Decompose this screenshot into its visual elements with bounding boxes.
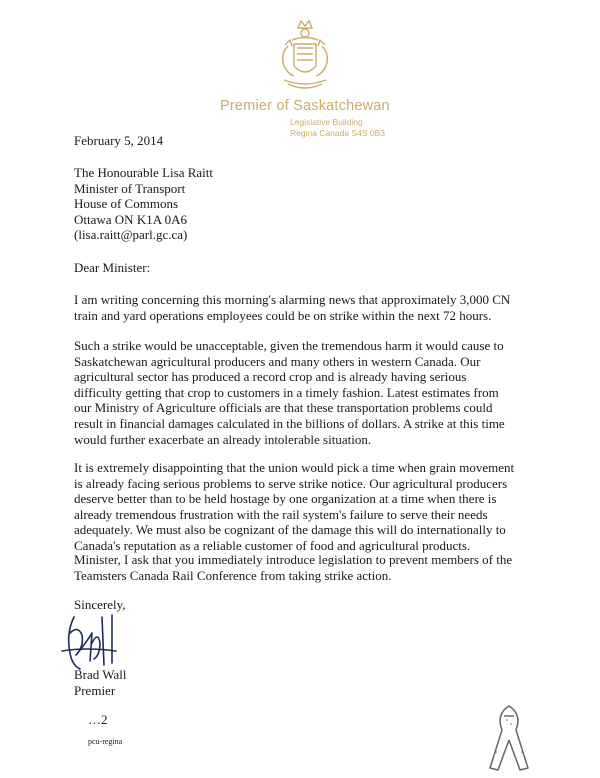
paragraph-line: result in financial damages calculated in the billions of dollars. A strike at this time: [74, 415, 505, 431]
paragraph-3: [74, 460, 594, 554]
paragraph-4: [74, 552, 594, 583]
paragraph-line: difficulty getting that crop to customers in a timely fashion. Latest estimates from: [74, 384, 499, 400]
paragraph-line: I am writing concerning this morning's alarming news that approximately 3,000 CN: [74, 292, 511, 307]
page-continuation-marker: …2: [88, 712, 108, 727]
recipient-city: Ottawa ON K1A 0A6: [74, 212, 188, 227]
paragraph-line: is already facing serious problems to serve strike notice. Our agricultural producers: [74, 475, 508, 491]
paragraph-1: [74, 292, 594, 323]
paragraph-line: Saskatchewan agricultural producers and many others in western Canada. Our: [74, 353, 481, 369]
paragraph-line: agricultural sector has produced a record crop and is already having serious: [74, 369, 467, 385]
recipient-title: Minister of Transport: [74, 181, 186, 196]
paragraph-line: It is extremely disappointing that the union would pick a time when grain movement: [74, 460, 515, 475]
letter-date: February 5, 2014: [74, 133, 164, 148]
letterhead-address-line-2: Regina Canada S4S 0B3: [290, 128, 385, 138]
recipient-name: The Honourable Lisa Raitt: [74, 165, 213, 180]
signatory-name: Brad Wall: [74, 667, 127, 682]
closing: Sincerely,: [74, 597, 126, 612]
letterhead-title: Premier of Saskatchewan: [220, 98, 390, 114]
paragraph-line: Minister, I ask that you immediately introduce legislation to prevent members of the: [74, 552, 513, 567]
coat-of-arms-crest: [270, 18, 340, 100]
paragraph-line: already tremendous frustration with the rail system's failure to serve their needs: [74, 506, 488, 522]
letterhead-address-line-1: Legislative Building: [290, 117, 363, 127]
salutation: Dear Minister:: [74, 260, 151, 275]
signatory-title: Premier: [74, 683, 116, 698]
paragraph-line: deserve better than to be held hostage by one organization at a time when there is: [74, 491, 497, 507]
awareness-ribbon-icon: [478, 700, 540, 772]
paragraph-line: Such a strike would be unacceptable, given the tremendous harm it would cause to: [74, 338, 504, 353]
paragraph-line: would further exacerbate an already intolerable situation.: [74, 431, 372, 447]
paragraph-line: Canada's reputation as a reliable customer of food and agricultural products.: [74, 537, 471, 553]
paragraph-line: our Ministry of Agriculture officials are that these transportation problems could: [74, 400, 493, 416]
recipient-email: (lisa.raitt@parl.gc.ca): [74, 227, 188, 242]
recipient-office: House of Commons: [74, 196, 178, 211]
paragraph-2: [74, 338, 594, 447]
footer-code: pcu-regina: [88, 737, 123, 746]
paragraph-line: train and yard operations employees could be on strike within the next 72 hours.: [74, 307, 492, 323]
paragraph-line: adequately. We must also be cognizant of the damage this will do internationally to: [74, 522, 506, 538]
paragraph-line: Teamsters Canada Rail Conference from taking strike action.: [74, 567, 392, 583]
